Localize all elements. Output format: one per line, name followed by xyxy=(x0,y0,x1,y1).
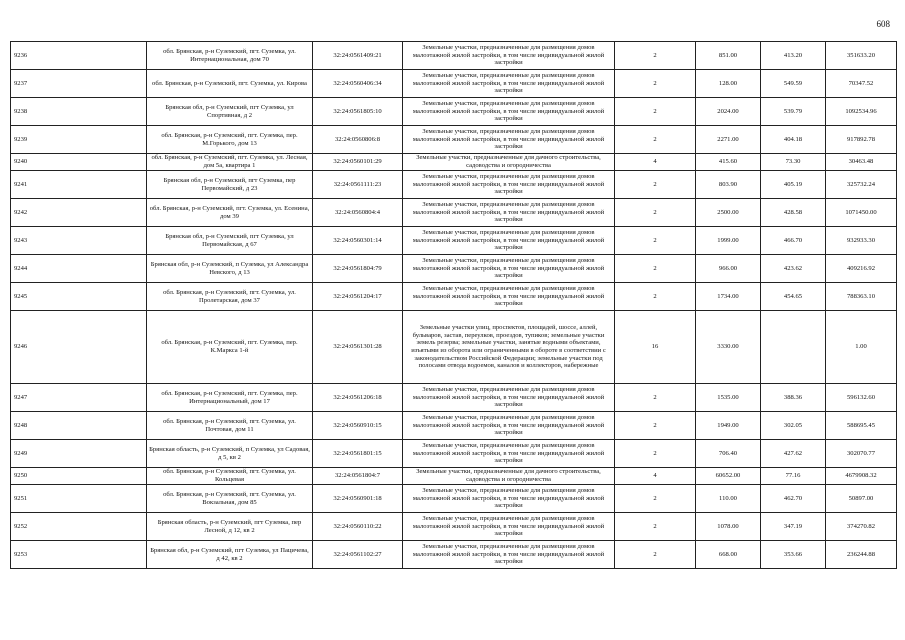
land-use-description-cell: Земельные участки, предназначенные для дачного строительства, садоводства и огородничества xyxy=(403,154,615,171)
cadastral-value-cell: 70347.52 xyxy=(826,70,897,98)
land-use-description-cell: Земельные участки, предназначенные для размещения домов малоэтажной жилой застройки, в том числе индивидуальной жилой застройки xyxy=(403,384,615,412)
row-number-cell: 9238 xyxy=(11,98,147,126)
table-row xyxy=(11,227,897,255)
cadastral-number-cell: 32:24:0561102:27 xyxy=(313,541,403,569)
row-number-cell: 9247 xyxy=(11,384,147,412)
row-number-cell: 9244 xyxy=(11,255,147,283)
table-row xyxy=(11,126,897,154)
row-number-cell: 9243 xyxy=(11,227,147,255)
area-cell: 60652.00 xyxy=(696,468,761,485)
group-code-cell: 16 xyxy=(615,311,696,384)
cadastral-number-cell: 32:24:0560910:15 xyxy=(313,412,403,440)
row-number-cell: 9237 xyxy=(11,70,147,98)
land-use-description-cell: Земельные участки, предназначенные для размещения домов малоэтажной жилой застройки, в том числе индивидуальной жилой застройки xyxy=(403,440,615,468)
table-row xyxy=(11,42,897,70)
land-use-description-cell: Земельные участки, предназначенные для размещения домов малоэтажной жилой застройки, в том числе индивидуальной жилой застройки xyxy=(403,485,615,513)
area-cell: 1734.00 xyxy=(696,283,761,311)
address-cell: Брянская обл, р-н Суземский, п Суземка, ул Александра Невского, д 13 xyxy=(147,255,313,283)
group-code-cell: 2 xyxy=(615,513,696,541)
group-code-cell: 2 xyxy=(615,283,696,311)
table-row xyxy=(11,70,897,98)
cadastral-number-cell: 32:24:0561805:10 xyxy=(313,98,403,126)
group-code-cell: 2 xyxy=(615,541,696,569)
table-row xyxy=(11,255,897,283)
table-row xyxy=(11,283,897,311)
area-cell: 706.40 xyxy=(696,440,761,468)
cadastral-value-cell: 325732.24 xyxy=(826,171,897,199)
row-number-cell: 9239 xyxy=(11,126,147,154)
cadastral-value-cell: 302070.77 xyxy=(826,440,897,468)
page-number: 608 xyxy=(876,19,890,29)
table-row xyxy=(11,384,897,412)
row-number-cell: 9245 xyxy=(11,283,147,311)
address-cell: обл. Брянская, р-н Суземский, пгт. Суземка, ул. Интернациональная, дом 70 xyxy=(147,42,313,70)
cadastral-value-table xyxy=(10,41,897,569)
area-cell: 966.00 xyxy=(696,255,761,283)
area-cell: 1999.00 xyxy=(696,227,761,255)
cadastral-value-cell: 236244.88 xyxy=(826,541,897,569)
area-cell: 1949.00 xyxy=(696,412,761,440)
group-code-cell: 2 xyxy=(615,126,696,154)
land-use-description-cell: Земельные участки, предназначенные для размещения домов малоэтажной жилой застройки, в том числе индивидуальной жилой застройки xyxy=(403,227,615,255)
area-cell: 851.00 xyxy=(696,42,761,70)
row-number-cell: 9253 xyxy=(11,541,147,569)
address-cell: Брянская область, р-н Суземский, пгт Суземка, пер Лесной, д 12, кв 2 xyxy=(147,513,313,541)
specific-value-cell: 427.62 xyxy=(761,440,826,468)
cadastral-value-cell: 1071450.00 xyxy=(826,199,897,227)
cadastral-number-cell: 32:24:0560406:34 xyxy=(313,70,403,98)
address-cell: Брянская область, р-н Суземский, п Суземка, ул Садовая, д 5, кв 2 xyxy=(147,440,313,468)
area-cell: 803.90 xyxy=(696,171,761,199)
cadastral-value-cell: 788363.10 xyxy=(826,283,897,311)
cadastral-number-cell: 32:24:0561409:21 xyxy=(313,42,403,70)
group-code-cell: 2 xyxy=(615,98,696,126)
area-cell: 415.60 xyxy=(696,154,761,171)
row-number-cell: 9251 xyxy=(11,485,147,513)
group-code-cell: 2 xyxy=(615,199,696,227)
specific-value-cell: 353.66 xyxy=(761,541,826,569)
specific-value-cell: 423.62 xyxy=(761,255,826,283)
cadastral-value-cell: 1.00 xyxy=(826,311,897,384)
address-cell: Брянская обл, р-н Суземский, пгт Суземка, ул Первомайская, д 67 xyxy=(147,227,313,255)
address-cell: обл. Брянская, р-н Суземский, пгт. Суземка, ул. Лесная, дом 5а, квартира 1 xyxy=(147,154,313,171)
area-cell: 128.00 xyxy=(696,70,761,98)
land-use-description-cell: Земельные участки улиц, проспектов, площадей, шоссе, аллей, бульваров, застав, переулков, проездов, тупиков; земельные участки земель резерва; земельные участки, занятые водными объектами, изъятыми из оборота или ограниченными в обороте в соответствии с законодательством Российской Федерации; земельные участки под полосами отвода водоемов, каналов и коллекторов, набережные xyxy=(403,311,615,384)
specific-value-cell: 347.19 xyxy=(761,513,826,541)
specific-value-cell: 413.20 xyxy=(761,42,826,70)
row-number-cell: 9248 xyxy=(11,412,147,440)
cadastral-number-cell: 32:24:0560804:4 xyxy=(313,199,403,227)
cadastral-number-cell: 32:24:0561111:23 xyxy=(313,171,403,199)
specific-value-cell: 73.30 xyxy=(761,154,826,171)
address-cell: Брянская обл, р-н Суземский, пгт Суземка, ул Пацичева, д 42, кв 2 xyxy=(147,541,313,569)
table-body xyxy=(11,42,897,569)
address-cell: обл. Брянская, р-н Суземский, пгт. Суземка, пер. К.Маркса 1-й xyxy=(147,311,313,384)
row-number-cell: 9236 xyxy=(11,42,147,70)
row-number-cell: 9252 xyxy=(11,513,147,541)
address-cell: обл. Брянская, р-н Суземский, пгт. Суземка, пер. Интернациональный, дом 17 xyxy=(147,384,313,412)
cadastral-number-cell: 32:24:0561804:7 xyxy=(313,468,403,485)
cadastral-value-cell: 351633.20 xyxy=(826,42,897,70)
specific-value-cell: 77.16 xyxy=(761,468,826,485)
specific-value-cell: 549.59 xyxy=(761,70,826,98)
group-code-cell: 2 xyxy=(615,255,696,283)
table-row xyxy=(11,98,897,126)
cadastral-number-cell: 32:24:0561204:17 xyxy=(313,283,403,311)
table-row xyxy=(11,513,897,541)
address-cell: обл. Брянская, р-н Суземский, пгт. Суземка, пер. М.Горького, дом 13 xyxy=(147,126,313,154)
table-row xyxy=(11,440,897,468)
row-number-cell: 9240 xyxy=(11,154,147,171)
table-row xyxy=(11,485,897,513)
cadastral-number-cell: 32:24:0561206:18 xyxy=(313,384,403,412)
specific-value-cell: 462.70 xyxy=(761,485,826,513)
area-cell: 2500.00 xyxy=(696,199,761,227)
land-use-description-cell: Земельные участки, предназначенные для размещения домов малоэтажной жилой застройки, в том числе индивидуальной жилой застройки xyxy=(403,70,615,98)
cadastral-value-cell: 374270.82 xyxy=(826,513,897,541)
specific-value-cell: 388.36 xyxy=(761,384,826,412)
address-cell: обл. Брянская, р-н Суземский, пгт. Суземка, ул. Кирова xyxy=(147,70,313,98)
specific-value-cell: 428.58 xyxy=(761,199,826,227)
cadastral-number-cell: 32:24:0561801:15 xyxy=(313,440,403,468)
specific-value-cell: 454.65 xyxy=(761,283,826,311)
table-row xyxy=(11,541,897,569)
cadastral-number-cell: 32:24:0560110:22 xyxy=(313,513,403,541)
address-cell: обл. Брянская, р-н Суземский, пгт. Суземка, ул. Есенина, дом 39 xyxy=(147,199,313,227)
cadastral-number-cell: 32:24:0560806:8 xyxy=(313,126,403,154)
cadastral-number-cell: 32:24:0560901:18 xyxy=(313,485,403,513)
group-code-cell: 2 xyxy=(615,70,696,98)
specific-value-cell: 466.70 xyxy=(761,227,826,255)
specific-value-cell: 302.05 xyxy=(761,412,826,440)
group-code-cell: 2 xyxy=(615,440,696,468)
specific-value-cell: 404.18 xyxy=(761,126,826,154)
area-cell: 2024.00 xyxy=(696,98,761,126)
specific-value-cell: 405.19 xyxy=(761,171,826,199)
land-use-description-cell: Земельные участки, предназначенные для размещения домов малоэтажной жилой застройки, в том числе индивидуальной жилой застройки xyxy=(403,283,615,311)
address-cell: обл. Брянская, р-н Суземский, пгт. Суземка, ул. Почтовая, дом 11 xyxy=(147,412,313,440)
table-row xyxy=(11,468,897,485)
land-use-description-cell: Земельные участки, предназначенные для размещения домов малоэтажной жилой застройки, в том числе индивидуальной жилой застройки xyxy=(403,513,615,541)
land-use-description-cell: Земельные участки, предназначенные для размещения домов малоэтажной жилой застройки, в том числе индивидуальной жилой застройки xyxy=(403,98,615,126)
cadastral-number-cell: 32:24:0560301:14 xyxy=(313,227,403,255)
cadastral-value-cell: 917892.78 xyxy=(826,126,897,154)
area-cell: 110.00 xyxy=(696,485,761,513)
land-use-description-cell: Земельные участки, предназначенные для размещения домов малоэтажной жилой застройки, в том числе индивидуальной жилой застройки xyxy=(403,42,615,70)
cadastral-number-cell: 32:24:0560101:29 xyxy=(313,154,403,171)
address-cell: Брянская обл, р-н Суземский, пгт Суземка, пер Первомайский, д 23 xyxy=(147,171,313,199)
address-cell: Брянская обл, р-н Суземский, пгт Суземка, ул Спортивная, д 2 xyxy=(147,98,313,126)
row-number-cell: 9250 xyxy=(11,468,147,485)
group-code-cell: 2 xyxy=(615,485,696,513)
group-code-cell: 2 xyxy=(615,412,696,440)
land-use-description-cell: Земельные участки, предназначенные для размещения домов малоэтажной жилой застройки, в том числе индивидуальной жилой застройки xyxy=(403,171,615,199)
group-code-cell: 4 xyxy=(615,154,696,171)
area-cell: 2271.00 xyxy=(696,126,761,154)
group-code-cell: 2 xyxy=(615,171,696,199)
group-code-cell: 2 xyxy=(615,42,696,70)
land-use-description-cell: Земельные участки, предназначенные для размещения домов малоэтажной жилой застройки, в том числе индивидуальной жилой застройки xyxy=(403,541,615,569)
land-use-description-cell: Земельные участки, предназначенные для дачного строительства, садоводства и огородничества xyxy=(403,468,615,485)
cadastral-number-cell: 32:24:0561301:28 xyxy=(313,311,403,384)
cadastral-value-cell: 596132.60 xyxy=(826,384,897,412)
address-cell: обл. Брянская, р-н Суземский, пгт. Суземка, ул. Кольцевая xyxy=(147,468,313,485)
table-row xyxy=(11,412,897,440)
table-row xyxy=(11,311,897,384)
land-use-description-cell: Земельные участки, предназначенные для размещения домов малоэтажной жилой застройки, в том числе индивидуальной жилой застройки xyxy=(403,255,615,283)
area-cell: 668.00 xyxy=(696,541,761,569)
cadastral-number-cell: 32:24:0561804:79 xyxy=(313,255,403,283)
row-number-cell: 9246 xyxy=(11,311,147,384)
row-number-cell: 9249 xyxy=(11,440,147,468)
specific-value-cell: 539.79 xyxy=(761,98,826,126)
row-number-cell: 9241 xyxy=(11,171,147,199)
cadastral-value-cell: 30463.48 xyxy=(826,154,897,171)
land-use-description-cell: Земельные участки, предназначенные для размещения домов малоэтажной жилой застройки, в том числе индивидуальной жилой застройки xyxy=(403,199,615,227)
address-cell: обл. Брянская, р-н Суземский, пгт. Суземка, ул. Вокзальная, дом 85 xyxy=(147,485,313,513)
area-cell: 1535.00 xyxy=(696,384,761,412)
land-use-description-cell: Земельные участки, предназначенные для размещения домов малоэтажной жилой застройки, в том числе индивидуальной жилой застройки xyxy=(403,126,615,154)
cadastral-value-cell: 1092534.96 xyxy=(826,98,897,126)
cadastral-value-cell: 4679908.32 xyxy=(826,468,897,485)
group-code-cell: 2 xyxy=(615,384,696,412)
cadastral-value-cell: 588695.45 xyxy=(826,412,897,440)
area-cell: 1078.00 xyxy=(696,513,761,541)
group-code-cell: 2 xyxy=(615,227,696,255)
table-row xyxy=(11,199,897,227)
land-use-description-cell: Земельные участки, предназначенные для размещения домов малоэтажной жилой застройки, в том числе индивидуальной жилой застройки xyxy=(403,412,615,440)
cadastral-value-cell: 409216.92 xyxy=(826,255,897,283)
row-number-cell: 9242 xyxy=(11,199,147,227)
address-cell: обл. Брянская, р-н Суземский, пгт. Суземка, ул. Пролетарская, дом 37 xyxy=(147,283,313,311)
area-cell: 3330.00 xyxy=(696,311,761,384)
group-code-cell: 4 xyxy=(615,468,696,485)
table-row xyxy=(11,154,897,171)
cadastral-value-cell: 932933.30 xyxy=(826,227,897,255)
table-row xyxy=(11,171,897,199)
cadastral-value-cell: 50897.00 xyxy=(826,485,897,513)
specific-value-cell xyxy=(761,311,826,384)
